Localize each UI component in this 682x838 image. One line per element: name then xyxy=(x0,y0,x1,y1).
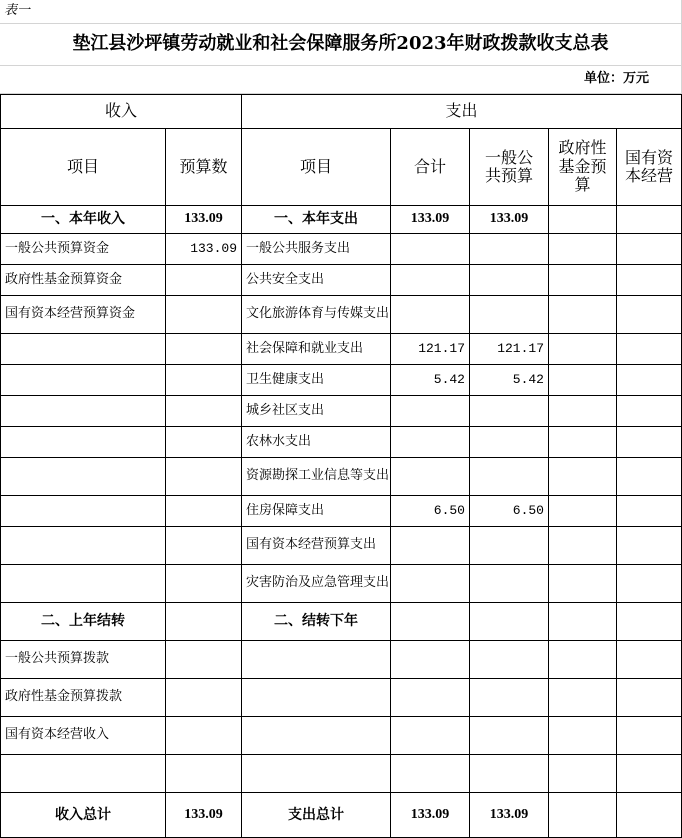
income-amount-cell xyxy=(166,565,242,603)
income-amount-cell xyxy=(166,365,242,396)
expense-item-cell xyxy=(242,641,391,679)
expense-header: 支出 xyxy=(242,94,682,129)
expense-gov-fund-cell xyxy=(549,265,617,296)
col-header-total: 合计 xyxy=(391,129,470,206)
expense-item-cell: 灾害防治及应急管理支出 xyxy=(242,565,391,603)
expense-gov-fund-cell xyxy=(549,755,617,793)
unit-label: 单位：万元 xyxy=(0,66,682,94)
income-amount-cell xyxy=(166,427,242,458)
income-item-cell xyxy=(0,755,166,793)
expense-total-cell xyxy=(391,603,470,641)
income-item-cell: 收入总计 xyxy=(0,793,166,838)
sheet-label: 表一 xyxy=(0,0,682,24)
expense-gov-fund-cell xyxy=(549,296,617,334)
expense-total-cell: 121.17 xyxy=(391,334,470,365)
expense-state-capital-cell xyxy=(617,265,682,296)
expense-item-cell: 一、本年支出 xyxy=(242,206,391,234)
expense-state-capital-cell xyxy=(617,527,682,565)
expense-item-cell: 农林水支出 xyxy=(242,427,391,458)
expense-total-cell xyxy=(391,396,470,427)
expense-gov-fund-cell xyxy=(549,496,617,527)
expense-gov-fund-cell xyxy=(549,679,617,717)
expense-item-cell xyxy=(242,755,391,793)
income-item-cell: 国有资本经营收入 xyxy=(0,717,166,755)
expense-item-cell: 二、结转下年 xyxy=(242,603,391,641)
expense-general-cell: 6.50 xyxy=(470,496,549,527)
income-amount-cell xyxy=(166,334,242,365)
income-amount-cell xyxy=(166,641,242,679)
income-amount-cell xyxy=(166,527,242,565)
expense-gov-fund-cell xyxy=(549,206,617,234)
expense-gov-fund-cell xyxy=(549,793,617,838)
expense-state-capital-cell xyxy=(617,603,682,641)
income-item-cell: 一般公共预算拨款 xyxy=(0,641,166,679)
income-item-cell xyxy=(0,458,166,496)
expense-gov-fund-cell xyxy=(549,641,617,679)
expense-total-cell xyxy=(391,458,470,496)
expense-gov-fund-cell xyxy=(549,427,617,458)
expense-general-cell xyxy=(470,679,549,717)
expense-general-cell xyxy=(470,565,549,603)
expense-total-cell: 6.50 xyxy=(391,496,470,527)
expense-gov-fund-cell xyxy=(549,717,617,755)
income-amount-cell xyxy=(166,265,242,296)
expense-general-cell xyxy=(470,396,549,427)
income-item-cell xyxy=(0,365,166,396)
expense-general-cell xyxy=(470,527,549,565)
expense-gov-fund-cell xyxy=(549,234,617,265)
income-item-cell xyxy=(0,334,166,365)
expense-item-cell: 卫生健康支出 xyxy=(242,365,391,396)
income-amount-cell: 133.09 xyxy=(166,234,242,265)
expense-total-cell xyxy=(391,296,470,334)
expense-total-cell: 5.42 xyxy=(391,365,470,396)
expense-total-cell: 133.09 xyxy=(391,793,470,838)
income-amount-cell xyxy=(166,396,242,427)
expense-gov-fund-cell xyxy=(549,365,617,396)
expense-general-cell xyxy=(470,265,549,296)
expense-item-cell: 支出总计 xyxy=(242,793,391,838)
expense-state-capital-cell xyxy=(617,641,682,679)
expense-item-cell xyxy=(242,717,391,755)
income-item-cell xyxy=(0,527,166,565)
expense-total-cell xyxy=(391,234,470,265)
income-item-cell: 国有资本经营预算资金 xyxy=(0,296,166,334)
page-title: 垫江县沙坪镇劳动就业和社会保障服务所2023年财政拨款收支总表 xyxy=(0,24,682,66)
expense-general-cell xyxy=(470,458,549,496)
expense-state-capital-cell xyxy=(617,427,682,458)
income-amount-cell xyxy=(166,603,242,641)
expense-total-cell xyxy=(391,717,470,755)
expense-general-cell xyxy=(470,717,549,755)
income-amount-cell xyxy=(166,496,242,527)
expense-total-cell xyxy=(391,641,470,679)
expense-general-cell: 5.42 xyxy=(470,365,549,396)
expense-state-capital-cell xyxy=(617,717,682,755)
col-header-item: 项目 xyxy=(0,129,166,206)
income-header: 收入 xyxy=(0,94,242,129)
expense-item-cell: 资源勘探工业信息等支出 xyxy=(242,458,391,496)
income-amount-cell xyxy=(166,755,242,793)
expense-general-cell xyxy=(470,755,549,793)
expense-total-cell xyxy=(391,527,470,565)
expense-item-cell: 文化旅游体育与传媒支出 xyxy=(242,296,391,334)
income-amount-cell: 133.09 xyxy=(166,793,242,838)
expense-general-cell: 121.17 xyxy=(470,334,549,365)
income-amount-cell xyxy=(166,679,242,717)
expense-gov-fund-cell xyxy=(549,603,617,641)
expense-total-cell: 133.09 xyxy=(391,206,470,234)
expense-state-capital-cell xyxy=(617,679,682,717)
expense-state-capital-cell xyxy=(617,296,682,334)
expense-state-capital-cell xyxy=(617,396,682,427)
expense-general-cell xyxy=(470,603,549,641)
expense-general-cell: 133.09 xyxy=(470,206,549,234)
expense-general-cell xyxy=(470,296,549,334)
expense-gov-fund-cell xyxy=(549,396,617,427)
income-item-cell xyxy=(0,396,166,427)
expense-state-capital-cell xyxy=(617,234,682,265)
expense-total-cell xyxy=(391,427,470,458)
expense-state-capital-cell xyxy=(617,793,682,838)
income-item-cell xyxy=(0,565,166,603)
expense-total-cell xyxy=(391,565,470,603)
expense-state-capital-cell xyxy=(617,206,682,234)
expense-general-cell xyxy=(470,427,549,458)
income-item-cell xyxy=(0,496,166,527)
col-header-expense-item: 项目 xyxy=(242,129,391,206)
expense-state-capital-cell xyxy=(617,496,682,527)
expense-state-capital-cell xyxy=(617,755,682,793)
expense-item-cell: 国有资本经营预算支出 xyxy=(242,527,391,565)
expense-item-cell: 一般公共服务支出 xyxy=(242,234,391,265)
expense-general-cell: 133.09 xyxy=(470,793,549,838)
income-item-cell: 一、本年收入 xyxy=(0,206,166,234)
income-item-cell: 政府性基金预算拨款 xyxy=(0,679,166,717)
expense-item-cell: 住房保障支出 xyxy=(242,496,391,527)
col-header-gov-fund: 政府性基金预算 xyxy=(549,129,617,206)
expense-total-cell xyxy=(391,265,470,296)
expense-general-cell xyxy=(470,234,549,265)
income-amount-cell xyxy=(166,458,242,496)
expense-gov-fund-cell xyxy=(549,458,617,496)
expense-gov-fund-cell xyxy=(549,334,617,365)
expense-total-cell xyxy=(391,755,470,793)
col-header-budget: 预算数 xyxy=(166,129,242,206)
col-header-general-budget: 一般公共预算 xyxy=(470,129,549,206)
expense-state-capital-cell xyxy=(617,458,682,496)
income-item-cell xyxy=(0,427,166,458)
expense-item-cell: 社会保障和就业支出 xyxy=(242,334,391,365)
income-amount-cell: 133.09 xyxy=(166,206,242,234)
expense-gov-fund-cell xyxy=(549,565,617,603)
expense-general-cell xyxy=(470,641,549,679)
income-amount-cell xyxy=(166,296,242,334)
income-item-cell: 二、上年结转 xyxy=(0,603,166,641)
income-amount-cell xyxy=(166,717,242,755)
income-item-cell: 一般公共预算资金 xyxy=(0,234,166,265)
expense-item-cell: 城乡社区支出 xyxy=(242,396,391,427)
income-item-cell: 政府性基金预算资金 xyxy=(0,265,166,296)
col-header-state-capital: 国有资本经营 xyxy=(617,129,682,206)
expense-state-capital-cell xyxy=(617,334,682,365)
expense-item-cell: 公共安全支出 xyxy=(242,265,391,296)
expense-state-capital-cell xyxy=(617,365,682,396)
expense-gov-fund-cell xyxy=(549,527,617,565)
expense-total-cell xyxy=(391,679,470,717)
expense-state-capital-cell xyxy=(617,565,682,603)
expense-item-cell xyxy=(242,679,391,717)
